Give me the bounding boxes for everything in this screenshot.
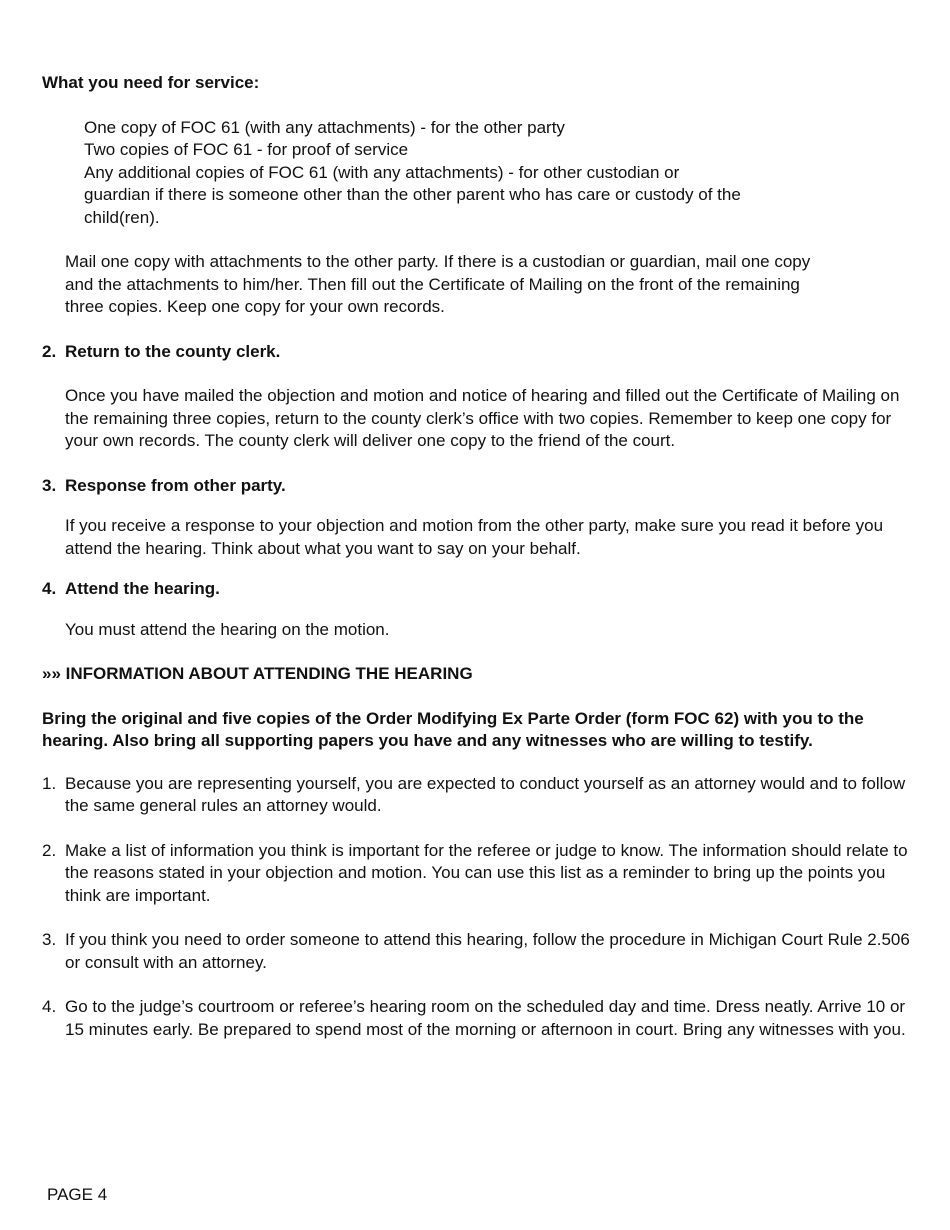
hearing-info-intro: Bring the original and five copies of the Order Modifying Ex Parte Order (form FOC 62) with you to the hearing. Also bring all supporting papers you have and any witnesses who are willing to testify. <box>42 708 864 750</box>
list-text: If you think you need to order someone to attend this hearing, follow the procedure in Michigan Court Rule 2.506 or consult with an attorney. <box>65 930 910 972</box>
step-number: 3. <box>42 475 57 495</box>
hearing-list-item <box>42 773 922 818</box>
step-number: 4. <box>42 579 57 598</box>
step-number: 2. <box>42 341 57 361</box>
list-number: 3. <box>42 930 57 949</box>
hearing-list-item <box>42 840 922 908</box>
service-item: child(ren). <box>84 207 160 227</box>
list-number: 1. <box>42 773 57 793</box>
service-item: Two copies of FOC 61 - for proof of service <box>84 140 409 159</box>
document-page <box>42 72 922 1063</box>
list-text: Make a list of information you think is important for the referee or judge to know. The information should relate to the reasons stated in your objection and motion. You can use this list as a reminder to bring up the points you think are important. <box>65 840 908 905</box>
step-heading <box>42 341 922 364</box>
step-title: Response from other party. <box>65 475 286 495</box>
hearing-list-item <box>42 929 922 974</box>
step-heading <box>42 475 922 498</box>
service-item: guardian if there is someone other than the other parent who has care or custody of the <box>84 185 741 204</box>
service-item: One copy of FOC 61 (with any attachments) - for the other party <box>84 117 565 137</box>
service-item: Any additional copies of FOC 61 (with any attachments) - for other custodian or <box>84 162 680 182</box>
step-title: Return to the county clerk. <box>65 341 281 361</box>
step-title: Attend the hearing. <box>65 579 220 598</box>
mail-instructions: Mail one copy with attachments to the other party. If there is a custodian or guardian, mail one copy and the attachments to him/her. Then fill out the Certificate of Mailing on the front of the remaining three copies. Keep one copy for your own records. <box>65 252 811 316</box>
hearing-list-item <box>42 996 922 1041</box>
step-body: Once you have mailed the objection and motion and notice of hearing and filled out the Certificate of Mailing on the remaining three copies, return to the county clerk’s office with two copies. Remember to keep one copy for your own records. The county clerk will deliver one copy to the friend of the court. <box>65 386 900 450</box>
service-items-list <box>84 117 922 230</box>
service-heading: What you need for service: <box>42 73 260 92</box>
step-body: If you receive a response to your objection and motion from the other party, make sure you read it before you attend the hearing. Think about what you want to say on your behalf. <box>65 516 884 558</box>
step-body: You must attend the hearing on the motion. <box>65 619 390 639</box>
step-heading <box>42 578 922 601</box>
list-text: Because you are representing yourself, you are expected to conduct yourself as an attorney would and to follow the same general rules an attorney would. <box>65 773 906 815</box>
list-number: 4. <box>42 997 57 1016</box>
page-number: PAGE 4 <box>47 1185 108 1204</box>
list-text: Go to the judge’s courtroom or referee’s hearing room on the scheduled day and time. Dress neatly. Arrive 10 or 15 minutes early. Be prepared to spend most of the morning or afternoon in court. Bring any witnesses with you. <box>65 997 906 1039</box>
hearing-info-heading: »» INFORMATION ABOUT ATTENDING THE HEARING <box>42 664 473 683</box>
list-number: 2. <box>42 840 57 860</box>
